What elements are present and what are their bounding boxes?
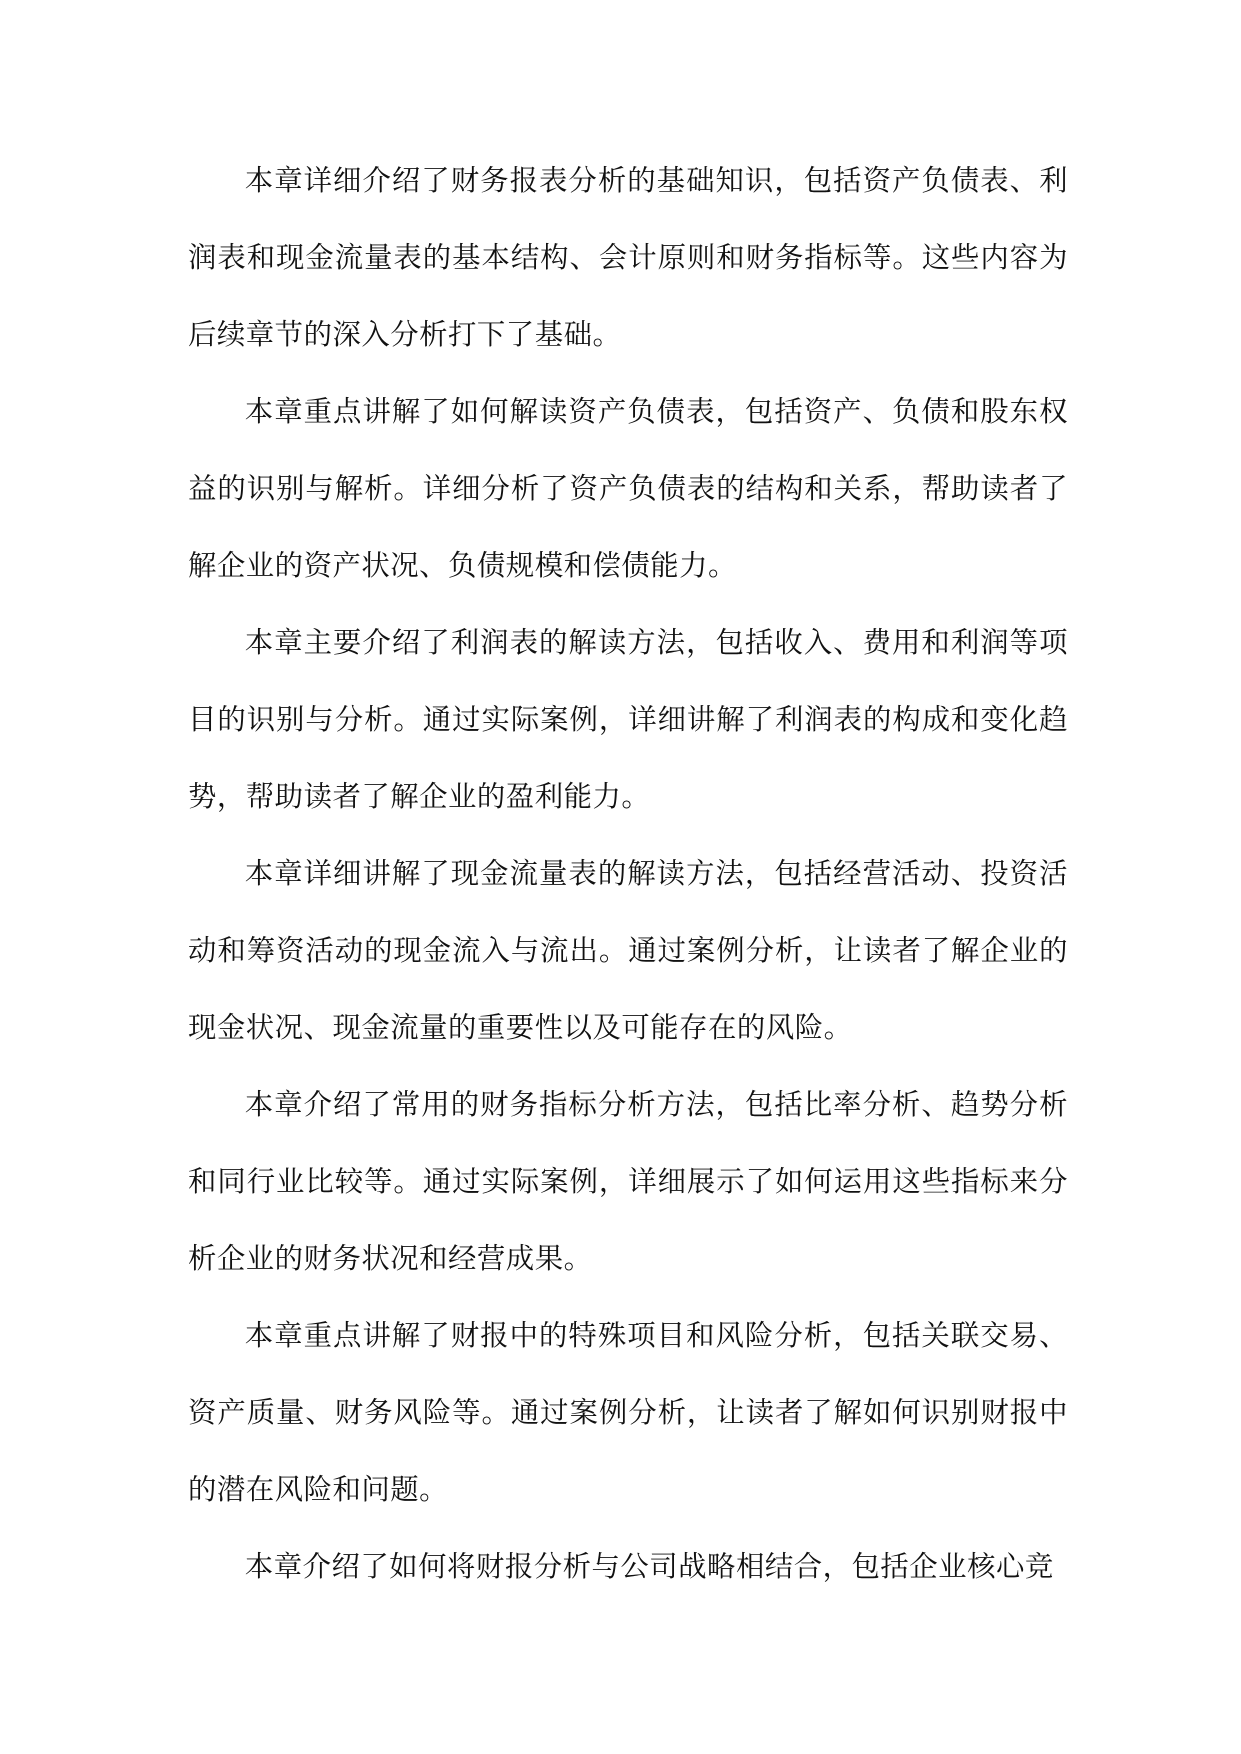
paragraph-7: 本章介绍了如何将财报分析与公司战略相结合，包括企业核心竞 bbox=[244, 1550, 1054, 1583]
paragraph-6: 本章重点讲解了财报中的特殊项目和风险分析，包括关联交易、资产质量、财务风险等。通过案例分析，让读者了解如何识别财报中的潜在风险和问题。 bbox=[188, 1319, 1068, 1506]
document-body bbox=[188, 142, 1068, 1605]
paragraph-4: 本章详细讲解了现金流量表的解读方法，包括经营活动、投资活动和筹资活动的现金流入与流出。通过案例分析，让读者了解企业的现金状况、现金流量的重要性以及可能存在的风险。 bbox=[188, 857, 1068, 1044]
paragraph-2: 本章重点讲解了如何解读资产负债表，包括资产、负债和股东权益的识别与解析。详细分析了资产负债表的结构和关系，帮助读者了解企业的资产状况、负债规模和偿债能力。 bbox=[188, 395, 1068, 582]
paragraph-5: 本章介绍了常用的财务指标分析方法，包括比率分析、趋势分析和同行业比较等。通过实际案例，详细展示了如何运用这些指标来分析企业的财务状况和经营成果。 bbox=[188, 1088, 1068, 1275]
paragraph-1: 本章详细介绍了财务报表分析的基础知识，包括资产负债表、利润表和现金流量表的基本结构、会计原则和财务指标等。这些内容为后续章节的深入分析打下了基础。 bbox=[188, 164, 1068, 351]
paragraph-3: 本章主要介绍了利润表的解读方法，包括收入、费用和利润等项目的识别与分析。通过实际案例，详细讲解了利润表的构成和变化趋势，帮助读者了解企业的盈利能力。 bbox=[188, 626, 1068, 813]
